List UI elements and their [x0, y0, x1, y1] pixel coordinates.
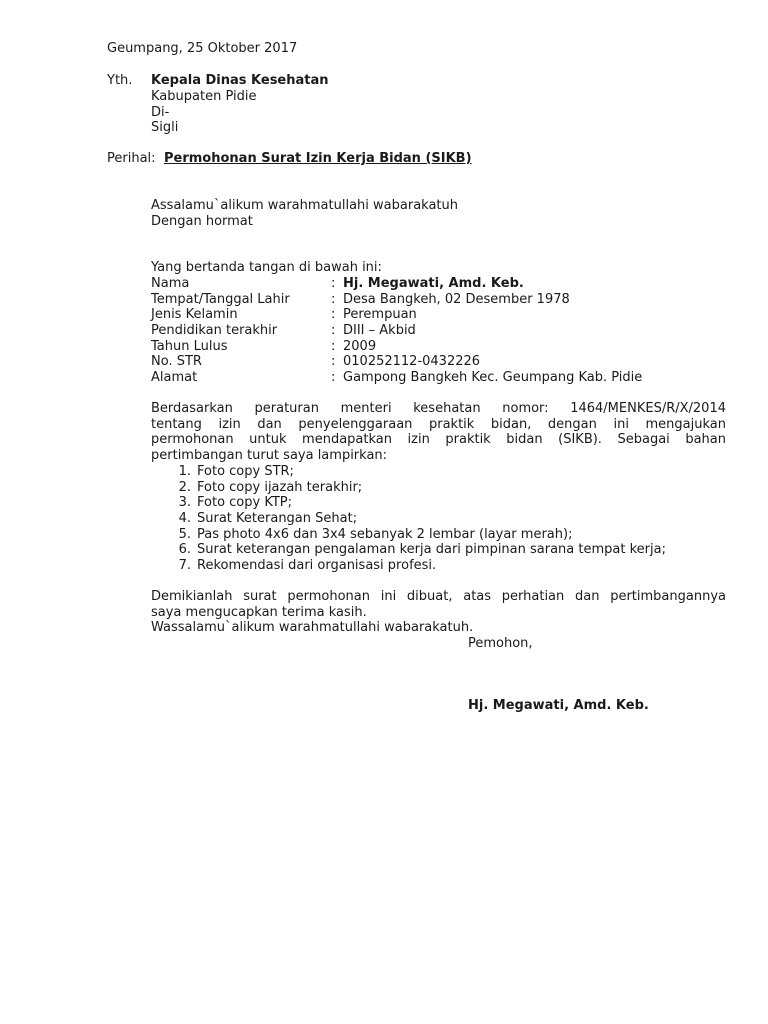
- body-paragraph-line: permohonan untuk mendapatkan izin praktik bidan (SIKB). Sebagai bahan: [151, 432, 726, 448]
- list-item: Pas photo 4x6 dan 3x4 sebanyak 2 lembar (layar merah);: [197, 527, 573, 542]
- body-paragraph-line: pertimbangan turut saya lampirkan:: [151, 447, 388, 463]
- list-item-number: 1.: [178, 464, 191, 479]
- body-paragraph-line: Berdasarkan peraturan menteri kesehatan nomor: 1464/MENKES/R/X/2014: [151, 401, 726, 416]
- list-item: Foto copy STR;: [197, 464, 294, 479]
- recipient-line2: Kabupaten Pidie: [151, 89, 257, 104]
- list-item: Surat Keterangan Sehat;: [197, 511, 358, 526]
- list-item-number: 6.: [178, 542, 191, 557]
- subject-label: Perihal:: [107, 151, 156, 166]
- signatory-name: Hj. Megawati, Amd. Keb.: [468, 698, 649, 713]
- field-value-tahun-lulus: 2009: [343, 339, 377, 354]
- list-item: Foto copy KTP;: [197, 495, 293, 510]
- field-colon: :: [331, 276, 336, 291]
- list-item-number: 7.: [178, 558, 191, 573]
- subject-text: Permohonan Surat Izin Kerja Bidan (SIKB): [164, 151, 472, 166]
- field-label-alamat: Alamat: [151, 370, 198, 385]
- closing-paragraph-line: saya mengucapkan terima kasih.: [151, 604, 367, 620]
- recipient-line3: Di-: [151, 105, 170, 120]
- field-value-pendidikan: DIII – Akbid: [343, 323, 416, 338]
- signoff: Pemohon,: [468, 636, 533, 651]
- list-item: Rekomendasi dari organisasi profesi.: [197, 558, 437, 573]
- field-label-nama: Nama: [151, 276, 190, 291]
- field-value-alamat: Gampong Bangkeh Kec. Geumpang Kab. Pidie: [343, 370, 643, 385]
- field-colon: :: [331, 307, 336, 322]
- field-label-ttl: Tempat/Tanggal Lahir: [151, 292, 290, 307]
- field-colon: :: [331, 370, 336, 385]
- field-value-str: 010252112-0432226: [343, 354, 481, 369]
- field-label-pendidikan: Pendidikan terakhir: [151, 323, 278, 338]
- list-item-number: 2.: [178, 480, 191, 495]
- closing-paragraph: [151, 589, 726, 620]
- field-label-str: No. STR: [151, 354, 202, 369]
- field-value-nama: Hj. Megawati, Amd. Keb.: [343, 276, 524, 291]
- list-item-number: 5.: [178, 527, 191, 542]
- field-value-jenis-kelamin: Perempuan: [343, 307, 417, 322]
- body-paragraph-line: tentang izin dan penyelenggaraan praktik bidan, dengan ini mengajukan: [151, 416, 726, 432]
- list-item: Surat keterangan pengalaman kerja dari pimpinan sarana tempat kerja;: [197, 542, 666, 557]
- recipient-prefix: Yth.: [107, 73, 133, 88]
- closing-paragraph-line: Demikianlah surat permohonan ini dibuat, atas perhatian dan pertimbangannya: [151, 589, 726, 604]
- list-item-number: 4.: [178, 511, 191, 526]
- recipient-title: Kepala Dinas Kesehatan: [151, 73, 329, 88]
- field-colon: :: [331, 292, 336, 307]
- field-colon: :: [331, 323, 336, 338]
- greeting-salam: Assalamu`alikum warahmatullahi wabarakatuh: [151, 198, 458, 213]
- recipient-line4: Sigli: [151, 120, 179, 135]
- greeting-hormat: Dengan hormat: [151, 214, 253, 229]
- place-date: Geumpang, 25 Oktober 2017: [107, 41, 298, 56]
- closing-salam: Wassalamu`alikum warahmatullahi wabarakatuh.: [151, 620, 474, 635]
- list-item-number: 3.: [178, 495, 191, 510]
- field-colon: :: [331, 354, 336, 369]
- body-paragraph: [151, 401, 726, 463]
- list-item: Foto copy ijazah terakhir;: [197, 480, 363, 495]
- field-label-tahun-lulus: Tahun Lulus: [151, 339, 228, 354]
- field-label-jenis-kelamin: Jenis Kelamin: [151, 307, 238, 322]
- field-colon: :: [331, 339, 336, 354]
- field-value-ttl: Desa Bangkeh, 02 Desember 1978: [343, 292, 570, 307]
- intro-text: Yang bertanda tangan di bawah ini:: [151, 260, 382, 275]
